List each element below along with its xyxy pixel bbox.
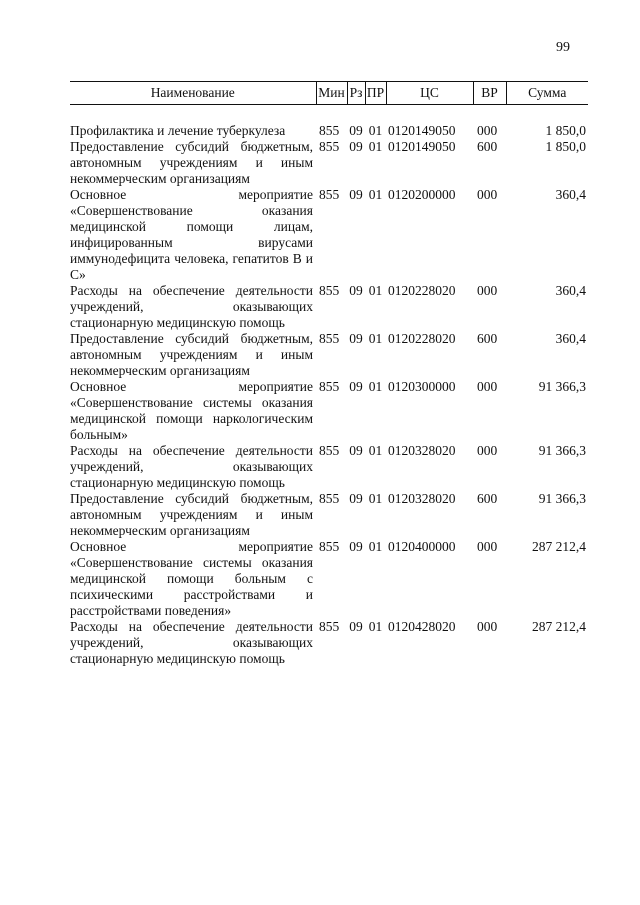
table-row	[70, 443, 588, 491]
row-rz: 09	[349, 379, 363, 394]
row-vr: 000	[477, 283, 498, 298]
row-cs: 0120328020	[388, 443, 456, 458]
table-row	[70, 123, 588, 139]
row-min: 855	[319, 139, 340, 154]
header-rz: Рз	[347, 82, 365, 105]
row-name: Расходы на обеспечение деятельности учреждений, оказывающих стационарную медицинскую помощь	[70, 283, 313, 330]
row-name: Основное мероприятие «Совершенствование системы оказания медицинской помощи больным с психическими расстройствами и расстройствами поведения»	[70, 539, 313, 618]
budget-table	[70, 81, 588, 667]
row-vr: 600	[477, 491, 498, 506]
row-sum: 287 212,4	[532, 539, 586, 554]
table-row	[70, 331, 588, 379]
header-sum: Сумма	[506, 82, 588, 105]
row-vr: 000	[477, 123, 498, 138]
row-cs: 0120428020	[388, 619, 456, 634]
header-name: Наименование	[70, 82, 316, 105]
table-row	[70, 379, 588, 443]
row-vr: 000	[477, 619, 498, 634]
row-pr: 01	[368, 379, 383, 394]
row-pr: 01	[368, 123, 383, 138]
row-cs: 0120400000	[388, 539, 456, 554]
row-vr: 000	[477, 379, 498, 394]
row-name: Основное мероприятие «Совершенствование системы оказания медицинской помощи наркологическим больным»	[70, 379, 313, 442]
row-vr: 000	[477, 187, 498, 202]
row-name: Основное мероприятие «Совершенствование оказания медицинской помощи лицам, инфицированным вирусами иммунодефицита человека, гепатитов В и С»	[70, 187, 313, 282]
row-min: 855	[319, 331, 340, 346]
row-sum: 360,4	[555, 283, 586, 298]
header-cs: ЦС	[386, 82, 473, 105]
table-body	[70, 105, 588, 668]
row-vr: 000	[477, 443, 498, 458]
row-rz: 09	[349, 443, 363, 458]
row-vr: 600	[477, 139, 498, 154]
row-cs: 0120328020	[388, 491, 456, 506]
header-gap	[70, 105, 588, 124]
row-sum: 1 850,0	[545, 123, 586, 138]
row-name: Предоставление субсидий бюджетным, автономным учреждениям и иным некоммерческим организациям	[70, 491, 313, 538]
row-name: Предоставление субсидий бюджетным, автономным учреждениям и иным некоммерческим организациям	[70, 139, 313, 186]
row-sum: 1 850,0	[545, 139, 586, 154]
row-rz: 09	[349, 139, 363, 154]
row-min: 855	[319, 539, 340, 554]
row-pr: 01	[368, 539, 383, 554]
row-pr: 01	[368, 619, 383, 634]
row-cs: 0120149050	[388, 123, 456, 138]
row-name: Профилактика и лечение туберкулеза	[70, 123, 286, 138]
row-vr: 600	[477, 331, 498, 346]
row-sum: 287 212,4	[532, 619, 586, 634]
page-number: 99	[556, 40, 570, 55]
row-min: 855	[319, 443, 340, 458]
row-min: 855	[319, 283, 340, 298]
table-row	[70, 539, 588, 619]
row-pr: 01	[368, 139, 383, 154]
row-name: Расходы на обеспечение деятельности учреждений, оказывающих стационарную медицинскую помощь	[70, 619, 313, 666]
row-cs: 0120200000	[388, 187, 456, 202]
row-name: Расходы на обеспечение деятельности учреждений, оказывающих стационарную медицинскую помощь	[70, 443, 313, 490]
row-min: 855	[319, 491, 340, 506]
row-cs: 0120149050	[388, 139, 456, 154]
row-pr: 01	[368, 187, 383, 202]
row-rz: 09	[349, 539, 363, 554]
row-rz: 09	[349, 331, 363, 346]
row-sum: 91 366,3	[538, 379, 586, 394]
row-min: 855	[319, 379, 340, 394]
row-pr: 01	[368, 331, 383, 346]
row-sum: 360,4	[555, 331, 586, 346]
row-rz: 09	[349, 283, 363, 298]
table-row	[70, 491, 588, 539]
header-min: Мин	[316, 82, 347, 105]
row-min: 855	[319, 123, 340, 138]
table-row	[70, 139, 588, 187]
row-cs: 0120228020	[388, 331, 456, 346]
row-pr: 01	[368, 443, 383, 458]
row-min: 855	[319, 619, 340, 634]
row-pr: 01	[368, 283, 383, 298]
row-cs: 0120228020	[388, 283, 456, 298]
table-row	[70, 187, 588, 283]
row-cs: 0120300000	[388, 379, 456, 394]
table-header-row	[70, 82, 588, 105]
row-sum: 360,4	[555, 187, 586, 202]
header-pr: ПР	[365, 82, 386, 105]
row-sum: 91 366,3	[538, 443, 586, 458]
row-rz: 09	[349, 123, 363, 138]
row-rz: 09	[349, 491, 363, 506]
row-min: 855	[319, 187, 340, 202]
row-name: Предоставление субсидий бюджетным, автономным учреждениям и иным некоммерческим организациям	[70, 331, 313, 378]
row-pr: 01	[368, 491, 383, 506]
table-row	[70, 619, 588, 667]
header-vr: ВР	[473, 82, 506, 105]
row-sum: 91 366,3	[538, 491, 586, 506]
table-row	[70, 283, 588, 331]
row-vr: 000	[477, 539, 498, 554]
row-rz: 09	[349, 619, 363, 634]
row-rz: 09	[349, 187, 363, 202]
